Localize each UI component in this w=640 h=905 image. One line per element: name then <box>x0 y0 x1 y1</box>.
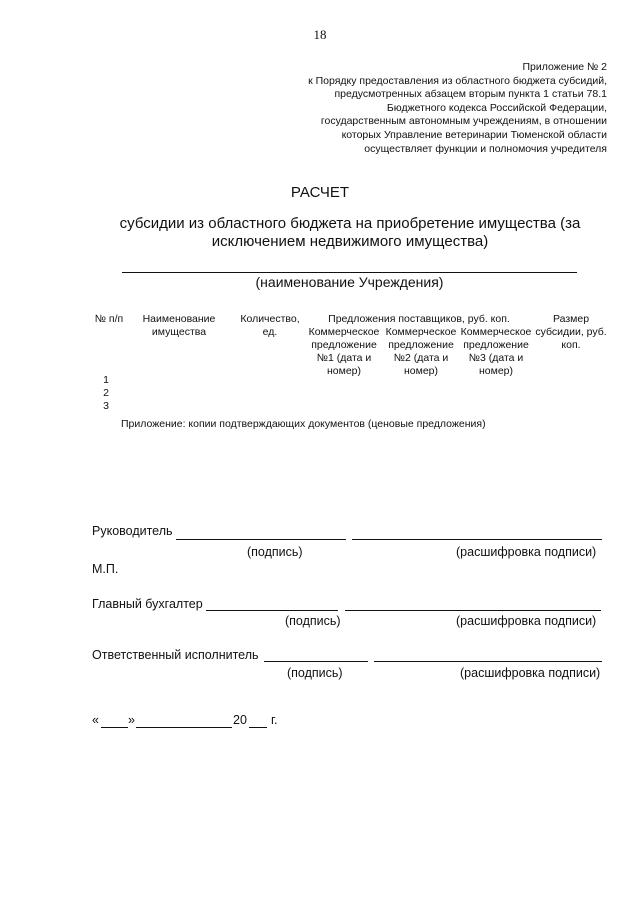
column-header-offer-1: Коммерческое предложение №1 (дата и номер) <box>308 326 380 377</box>
date-year-suffix: г. <box>271 713 278 727</box>
appendix-line: предусмотренных абзацем вторым пункта 1 статьи 78.1 <box>334 88 607 101</box>
head-signature-caption: (подпись) <box>247 545 303 559</box>
date-year-line <box>249 727 267 728</box>
appendix-line: государственным автономным учреждениям, в отношении <box>320 115 607 128</box>
document-title: РАСЧЕТ <box>290 184 350 201</box>
column-header-name: Наименование имущества <box>142 313 216 338</box>
date-month-line <box>136 727 232 728</box>
column-header-offer-3: Коммерческое предложение №3 (дата и номер) <box>460 326 532 377</box>
table-row-number: 3 <box>103 400 109 412</box>
table-row-number: 1 <box>103 374 109 386</box>
executor-signature-caption: (подпись) <box>287 666 343 680</box>
accountant-signature-caption: (подпись) <box>285 614 341 628</box>
date-open-quote: « <box>92 713 99 727</box>
accountant-decoding-caption: (расшифровка подписи) <box>456 614 597 628</box>
column-header-offers: Предложения поставщиков, руб. коп. <box>328 313 510 325</box>
executor-decoding-line <box>374 661 602 662</box>
appendix-line: Бюджетного кодекса Российской Федерации, <box>386 101 607 114</box>
column-header-number: № п/п <box>94 313 124 325</box>
head-decoding-line <box>352 539 602 540</box>
appendix-line: к Порядку предоставления из областного бюджета субсидий, <box>308 74 607 87</box>
executor-signature-line <box>264 661 368 662</box>
head-label: Руководитель <box>92 524 173 538</box>
column-header-quantity: Количество, ед. <box>240 313 300 338</box>
column-header-subsidy-amount: Размер субсидии, руб. коп. <box>535 313 607 351</box>
table-row-number: 2 <box>103 387 109 399</box>
column-header-offer-2: Коммерческое предложение №2 (дата и номер) <box>385 326 457 377</box>
date-close-quote: » <box>128 713 135 727</box>
appendix-line: Приложение № 2 <box>522 61 607 73</box>
document-subtitle: субсидии из областного бюджета на приобретение имущества (за исключением недвижимого имущества) <box>119 215 581 250</box>
page-number: 18 <box>313 27 327 42</box>
chief-accountant-label: Главный бухгалтер <box>92 597 203 611</box>
head-signature-line <box>176 539 346 540</box>
institution-name-line <box>122 272 577 273</box>
executor-label: Ответственный исполнитель <box>92 648 259 662</box>
appendix-header <box>187 61 607 156</box>
date-year-prefix: 20 <box>233 713 247 727</box>
accountant-decoding-line <box>345 610 601 611</box>
head-decoding-caption: (расшифровка подписи) <box>456 545 597 559</box>
attachments-note: Приложение: копии подтверждающих документов (ценовые предложения) <box>121 418 486 430</box>
accountant-signature-line <box>206 610 338 611</box>
executor-decoding-caption: (расшифровка подписи) <box>460 666 601 680</box>
institution-caption: (наименование Учреждения) <box>255 274 444 290</box>
appendix-line: которых Управление ветеринарии Тюменской области <box>341 128 607 141</box>
date-day-line <box>101 727 128 728</box>
stamp-place: М.П. <box>92 562 119 576</box>
appendix-line: осуществляет функции и полномочия учредителя <box>364 142 607 155</box>
